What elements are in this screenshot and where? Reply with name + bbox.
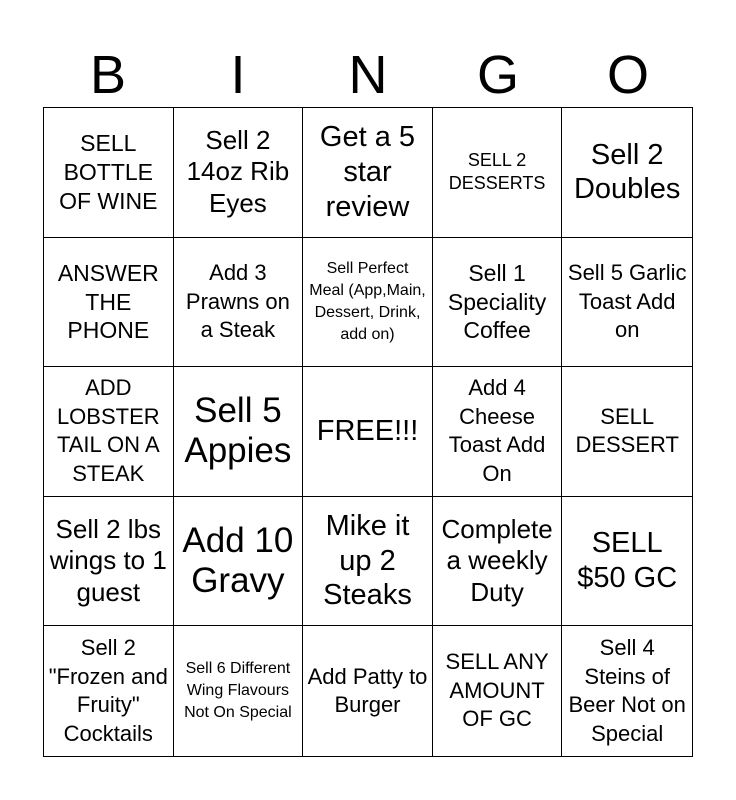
cell-text: Sell 2 "Frozen and Fruity" Cocktails	[48, 635, 168, 746]
bingo-cell-r1-o[interactable]	[562, 108, 692, 238]
bingo-cell-r4-n[interactable]	[303, 497, 433, 627]
bingo-cell-r3-g[interactable]	[433, 367, 563, 497]
bingo-cell-r2-i[interactable]	[174, 238, 304, 368]
bingo-cell-r3-n-free[interactable]	[303, 367, 433, 497]
cell-text: Sell Perfect Meal (App,Main, Dessert, Drink, add on)	[309, 259, 426, 343]
cell-text: FREE!!!	[316, 415, 419, 448]
bingo-cell-r2-n[interactable]	[303, 238, 433, 368]
cell-text: Sell 4 Steins of Beer Not on Special	[568, 635, 686, 746]
cell-text: Add 4 Cheese Toast Add On	[448, 375, 546, 487]
cell-text: Sell 1 Speciality Coffee	[447, 259, 547, 344]
bingo-cell-r4-b[interactable]	[44, 497, 174, 627]
bingo-cell-r2-o[interactable]	[562, 238, 692, 368]
cell-text: SELL DESSERT	[575, 403, 679, 458]
cell-text: SELL ANY AMOUNT OF GC	[445, 649, 549, 732]
cell-text: Sell 6 Different Wing Flavours Not On Special	[184, 660, 292, 722]
bingo-cell-r3-b[interactable]	[44, 367, 174, 497]
bingo-cell-r2-b[interactable]	[44, 238, 174, 368]
bingo-cell-r5-o[interactable]	[562, 626, 692, 756]
cell-text: Complete a weekly Duty	[441, 513, 553, 607]
bingo-cell-r3-i[interactable]	[174, 367, 304, 497]
header-letter-g: G	[476, 45, 519, 105]
cell-text: Add 10 Gravy	[182, 520, 294, 601]
cell-text: SELL $50 GC	[577, 527, 678, 595]
bingo-cell-r5-n[interactable]	[303, 626, 433, 756]
cell-text: Get a 5 star review	[319, 121, 416, 223]
cell-text: Sell 2 Doubles	[573, 138, 681, 206]
bingo-card	[43, 107, 693, 757]
cell-text: Add Patty to Burger	[307, 663, 428, 718]
cell-text: Add 3 Prawns on a Steak	[185, 260, 290, 343]
bingo-cell-r5-b[interactable]	[44, 626, 174, 756]
bingo-cell-r1-g[interactable]	[433, 108, 563, 238]
bingo-cell-r3-o[interactable]	[562, 367, 692, 497]
bingo-cell-r1-n[interactable]	[303, 108, 433, 238]
bingo-cell-r1-b[interactable]	[44, 108, 174, 238]
cell-text: Mike it up 2 Steaks	[323, 509, 412, 612]
header-letter-i: I	[230, 45, 246, 105]
bingo-cell-r4-o[interactable]	[562, 497, 692, 627]
bingo-cell-r2-g[interactable]	[433, 238, 563, 368]
cell-text: Sell 5 Appies	[184, 391, 292, 471]
header-letter-n: N	[348, 45, 388, 105]
cell-text: SELL BOTTLE OF WINE	[59, 130, 158, 214]
bingo-cell-r5-i[interactable]	[174, 626, 304, 756]
header-letter-o: O	[606, 45, 649, 105]
cell-text: Sell 2 14oz Rib Eyes	[186, 124, 290, 219]
cell-text: Sell 2 lbs wings to 1 guest	[49, 513, 167, 607]
cell-text: SELL 2 DESSERTS	[448, 149, 546, 194]
cell-text: ADD LOBSTER TAIL ON A STEAK	[56, 375, 160, 487]
bingo-header	[43, 42, 693, 108]
header-letter-b: B	[89, 45, 127, 105]
bingo-cell-r5-g[interactable]	[433, 626, 563, 756]
cell-text: ANSWER THE PHONE	[57, 259, 159, 344]
bingo-cell-r1-i[interactable]	[174, 108, 304, 238]
bingo-cell-r4-g[interactable]	[433, 497, 563, 627]
bingo-cell-r4-i[interactable]	[174, 497, 304, 627]
cell-text: Sell 5 Garlic Toast Add on	[567, 260, 687, 343]
